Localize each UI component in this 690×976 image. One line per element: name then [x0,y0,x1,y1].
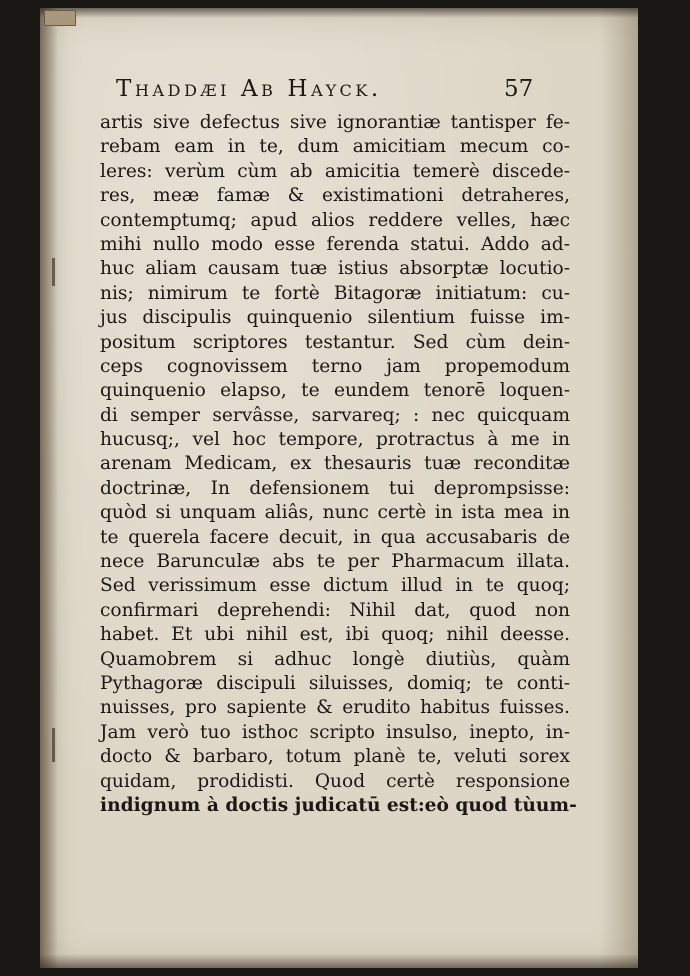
text-line: doctrinæ, In defensionem tui deprompsisse: [100,477,570,499]
running-header [116,74,536,108]
text-line: nuisses, pro sapiente & erudito habitus fuisses. [100,697,570,719]
text-line: Sed verissimum esse dictum illud in te quoq; [100,575,570,597]
text-line: hucusq;, vel hoc tempore, protractus à me in [100,429,570,451]
text-line: Jam verò tuo isthoc scripto insulso, inepto, in- [100,721,570,743]
text-line: quidam, prodidisti. Quod certè responsione [100,770,570,792]
text-line: leres: verùm cùm ab amicitia temerè discede- [100,160,570,182]
text-line: di semper servâsse, sarvareq; : nec quicquam [100,404,570,426]
text-line: Pythagoræ discipuli siluisses, domiq; te conti- [100,672,570,694]
text-line: ceps cognovissem terno jam propemodum [100,355,570,377]
text-line: nis; nimirum te fortè Bitagoræ initiatum: cu- [100,282,570,304]
text-line: mihi nullo modo esse ferenda statui. Addo ad- [100,233,570,255]
edge-mark [52,258,55,286]
edge-mark [52,728,55,762]
top-edge-shadow [40,8,638,18]
gutter-shadow [40,8,58,968]
text-line: habet. Et ubi nihil est, ibi quoq; nihil deesse. [100,624,570,646]
text-line: rebam eam in te, dum amicitiam mecum co- [100,136,570,158]
text-line: indignum à doctis judicatū est:eò quod tùum- [100,794,577,816]
text-line: confirmari deprehendi: Nihil dat, quod non [100,599,570,621]
text-line: quòd si unquam aliâs, nunc certè in ista mea in [100,502,570,524]
text-line: nece Barunculæ abs te per Pharmacum illata. [100,551,570,573]
text-line: artis sive defectus sive ignorantiæ tantisper fe- [100,112,570,133]
text-line: quinquenio elapso, te eundem tenorē loquen- [100,380,570,402]
text-line: huc aliam causam tuæ istius absorptæ locutio- [100,258,570,280]
corner-paper-tab [44,10,76,26]
text-line: Quamobrem si adhuc longè diutiùs, quàm [100,648,570,670]
body-text [100,111,577,818]
text-line: jus discipulis quinquenio silentium fuisse im- [100,307,570,329]
text-line: res, meæ famæ & existimationi detraheres, [100,185,570,207]
text-line: contemptumq; apud alios reddere velles, hæc [100,209,570,231]
text-line: arenam Medicam, ex thesauris tuæ reconditæ [100,453,570,475]
book-page [40,8,638,968]
running-title: Thaddæi Ab Hayck. [116,76,382,102]
bottom-edge-shadow [40,954,638,968]
text-line: te querela facere decuit, in qua accusabaris de [100,526,570,548]
page-number: 57 [504,76,534,102]
text-line: positum scriptores testantur. Sed cùm dein- [100,331,570,353]
text-line: docto & barbaro, totum planè te, veluti sorex [100,746,570,768]
